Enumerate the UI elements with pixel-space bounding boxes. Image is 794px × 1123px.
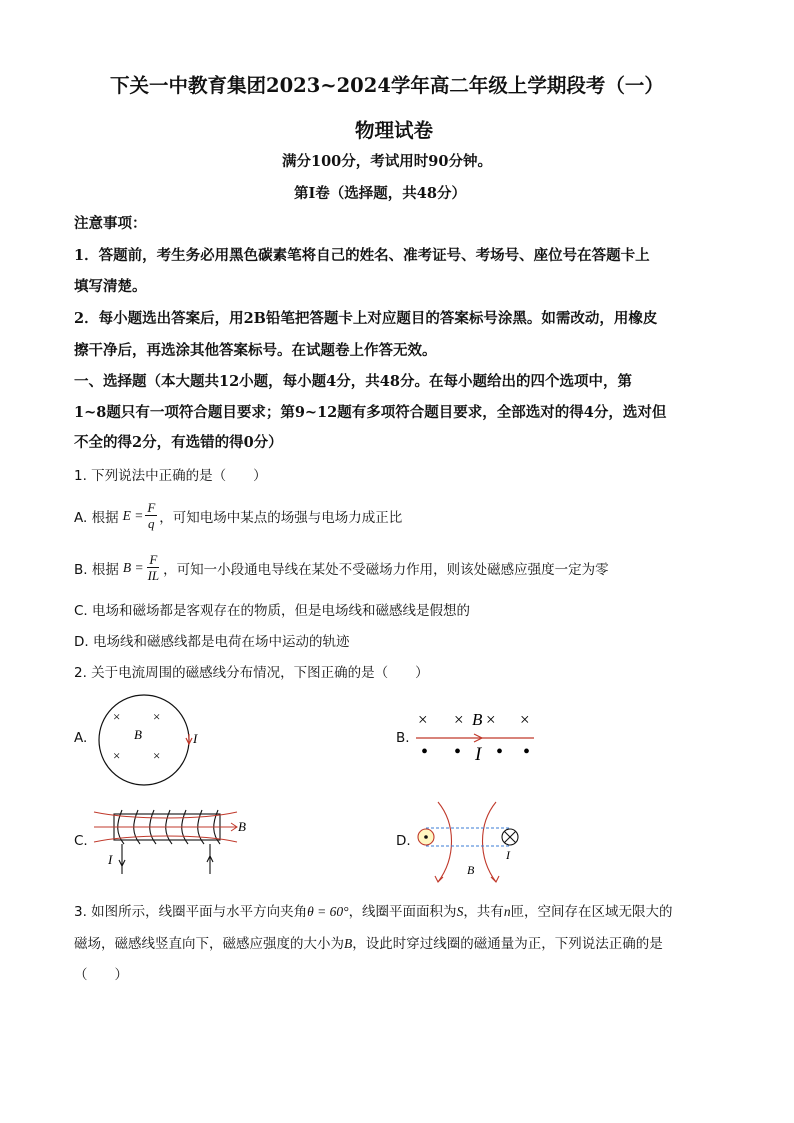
field-label-b: B [472,710,483,729]
current-out-dot [424,835,428,839]
q3-line-2 [74,932,663,952]
cross-mark: × [454,710,464,729]
q3-line-1 [74,900,673,920]
q2-label-b: B. [396,730,410,746]
q1-b-suffix: ，可知一小段通电导线在某处不受磁场力作用，则该处磁感应强度一定为零 [163,561,609,578]
notes-item-2-cont: 擦干净后，再选涂其他答案标号。在试题卷上作答无效。 [74,342,437,359]
notes-item-2: 2．每小题选出答案后，用2B铅笔把答题卡上对应题目的答案标号涂黑。如需改动，用橡皮 [74,310,658,327]
q3-line-3: （ ） [74,967,128,983]
q3-text: 匝，空间存在区域无限大的 [510,904,673,920]
q3-b-symbol: B [344,936,353,951]
q1-a-denominator: q [148,516,155,531]
cross-mark: × [113,709,121,724]
q1-a-prefix: A. 根据 [74,509,119,526]
dot-mark: • [454,741,462,763]
q1-stem: 1. 下列说法中正确的是（ ） [74,468,267,484]
dot-mark: • [496,741,504,763]
dot-mark: • [421,741,429,763]
cross-mark: × [418,710,428,729]
q2-figure-b [414,708,544,768]
q1-option-a [74,500,402,531]
section-heading-2: 1~8题只有一项符合题目要求；第9~12题有多项符合题目要求，全部选对的得4分，选对但 [74,404,667,421]
q3-area-symbol: S [456,904,464,919]
score-time: 满分100分，考试用时90分钟。 [282,153,492,170]
q1-b-numerator: F [149,552,158,567]
dot-mark: • [523,741,531,763]
q2-figure-c [92,800,262,880]
cross-mark: × [153,748,161,763]
cross-mark: × [113,748,121,763]
exam-subtitle: 物理试卷 [355,119,434,142]
field-label-b: B [238,819,246,834]
notes-item-1: 1．答题前，考生务必用黑色碳素笔将自己的姓名、准考证号、考场号、座位号在答题卡上 [74,247,650,264]
q3-text: ，设此时穿过线圈的磁通量为正，下列说法正确的是 [352,936,663,952]
q2-label-d: D. [396,833,411,849]
q1-option-c: C. 电场和磁场都是客观存在的物质，但是电场线和磁感线是假想的 [74,603,471,619]
q1-option-b [74,552,609,583]
section-heading-3: 不全的得2分，有选错的得0分） [74,434,283,451]
notes-heading: 注意事项： [74,215,147,232]
field-label-b: B [134,727,142,742]
exam-title: 下关一中教育集团2023~2024学年高二年级上学期段考（一） [110,74,664,97]
field-label-b: B [467,863,475,877]
q1-a-numerator: F [147,500,156,515]
cross-mark: × [153,709,161,724]
q1-a-suffix: ，可知电场中某点的场强与电场力成正比 [159,509,403,526]
q2-figure-d [412,796,532,888]
current-arrow-icon [186,734,192,744]
q1-a-formula-lhs: E = [122,507,144,523]
current-label-i: I [193,731,198,746]
volume-heading: 第Ⅰ卷（选择题，共48分） [294,185,466,202]
q3-text: ，共有 [463,904,504,920]
current-label-i: I [506,848,510,862]
section-heading: 一、选择题（本大题共12小题，每小题4分，共48分。在每小题给出的四个选项中，第 [74,373,632,390]
current-label-i: I [108,852,113,867]
notes-item-1-cont: 填写清楚。 [74,278,147,295]
q3-theta: θ = 60° [307,904,349,919]
q1-b-denominator: IL [147,568,160,583]
current-label-i: I [475,744,482,765]
q1-b-fraction [146,552,162,583]
q2-figure-a [94,692,204,792]
q1-b-formula-lhs: B = [122,559,144,575]
cross-mark: × [486,710,496,729]
q2-label-c: C. [74,833,88,849]
cross-mark: × [520,710,530,729]
q3-text: 3. 如图所示，线圈平面与水平方向夹角 [74,904,308,920]
q1-option-d: D. 电场线和磁感线都是电荷在场中运动的轨迹 [74,634,350,650]
q3-turns-symbol: n [503,904,511,919]
q1-b-prefix: B. 根据 [74,561,119,578]
q3-text: ，线圈平面面积为 [348,904,457,920]
q1-a-fraction [145,500,157,531]
q2-label-a: A. [74,730,88,746]
q2-stem: 2. 关于电流周围的磁感线分布情况，下图正确的是（ ） [74,665,429,681]
q3-text: 磁场，磁感线竖直向下，磁感应强度的大小为 [74,936,344,952]
